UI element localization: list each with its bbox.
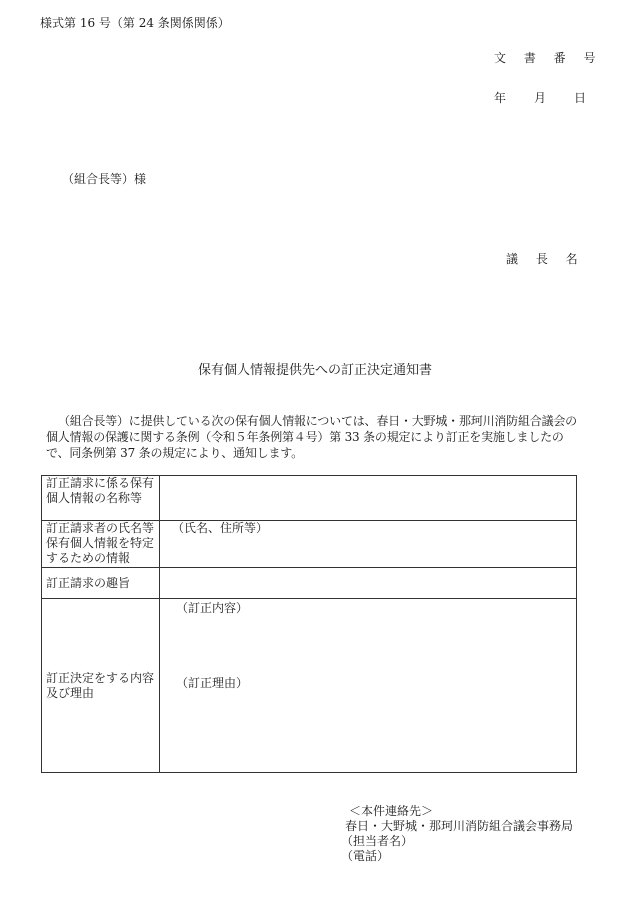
row-label-decision: 訂正決定をする内容及び理由 xyxy=(42,599,160,773)
info-table xyxy=(41,475,577,773)
date-label xyxy=(494,91,586,106)
form-number: 様式第 16 号（第 24 条関係関係） xyxy=(40,16,230,30)
row-value-decision xyxy=(160,599,577,773)
document-title: 保有個人情報提供先への訂正決定通知書 xyxy=(197,363,432,378)
date-year: 年 xyxy=(494,91,507,105)
table-row xyxy=(42,476,577,521)
table-row xyxy=(42,521,577,568)
row-label-purpose: 訂正請求の趣旨 xyxy=(42,568,160,599)
requester-hint: （氏名、住所等） xyxy=(172,521,269,535)
recipient: （組合長等）様 xyxy=(62,172,147,186)
contact-phone: （電話） xyxy=(341,849,390,863)
table-row xyxy=(42,599,577,773)
row-label-requester: 訂正請求者の氏名等保有個人情報を特定するための情報 xyxy=(42,521,160,568)
contact-person: （担当者名） xyxy=(341,834,414,848)
correction-reason-label: （訂正理由） xyxy=(176,676,249,690)
contact-heading: ＜本件連絡先＞ xyxy=(349,804,434,818)
row-label-info-name: 訂正請求に係る保有個人情報の名称等 xyxy=(42,476,160,521)
date-month: 月 xyxy=(534,91,547,105)
body-paragraph: （組合長等）に提供している次の保有個人情報については、春日・大野城・那珂川消防組合議会の個人情報の保護に関する条例（令和５年条例第４号）第 33 条の規定により訂正を実施しましたので、同条例第 37 条の規定により、通知します。 xyxy=(46,414,577,460)
date-day: 日 xyxy=(574,91,587,105)
table-row xyxy=(42,568,577,599)
row-value-info-name xyxy=(160,476,577,521)
sender-name: 議 長 名 xyxy=(506,252,585,266)
contact-block xyxy=(341,804,573,864)
row-value-requester xyxy=(160,521,577,568)
correction-content-label: （訂正内容） xyxy=(176,601,249,615)
document-number-label: 文 書 番 号 xyxy=(494,51,603,65)
row-value-purpose xyxy=(160,568,577,599)
contact-office: 春日・大野城・那珂川消防組合議会事務局 xyxy=(345,819,574,833)
